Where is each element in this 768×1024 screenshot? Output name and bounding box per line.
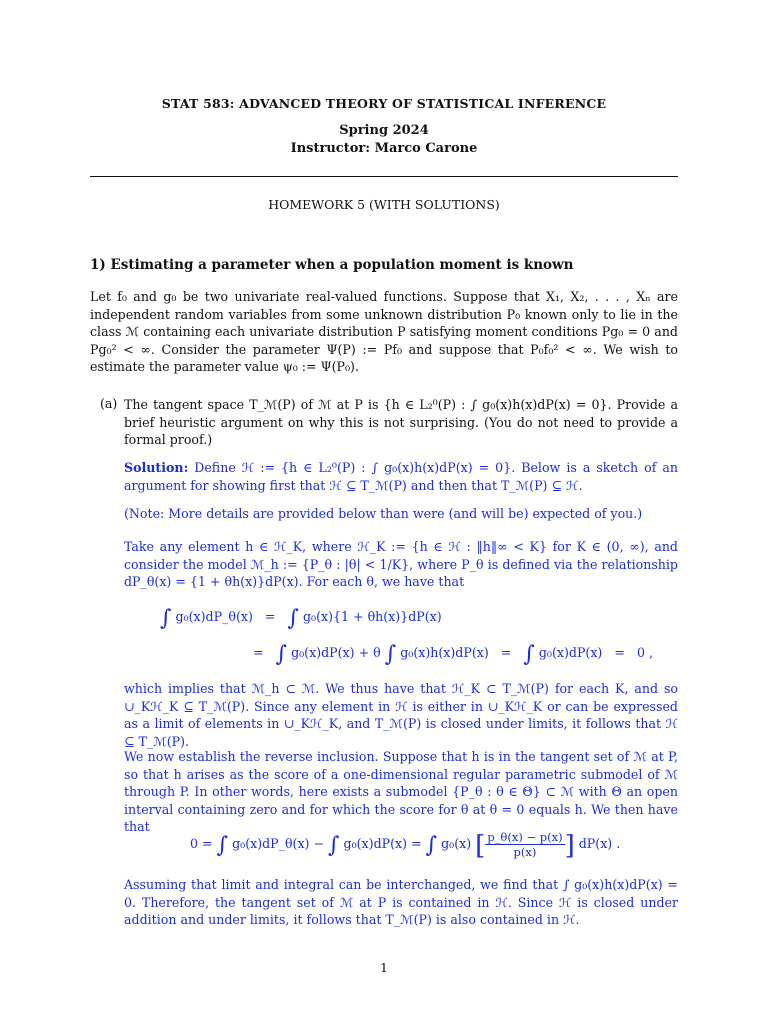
intro-paragraph: Let f₀ and g₀ be two univariate real-valued functions. Suppose that X₁, X₂, . . . , Xₙ are independent random variables from some unknown distribution P₀ known only to lie in the class ℳ containing each univariate distribution P satisfying moment conditions Pg₀ = 0 and Pg₀² < ∞. Consider the parameter Ψ(P) := Pf₀ and suppose that P₀f₀² < ∞. We wish to estimate the parameter value ψ₀ := Ψ(P₀).: [90, 289, 678, 375]
integral-sign: ∫: [328, 833, 340, 858]
eq1-term-a: g₀(x)dP(x) + θ: [291, 645, 381, 660]
integral-sign: ∫: [216, 833, 229, 858]
integral-sign: ∫: [275, 642, 288, 667]
paragraph-2: Take any element h ∈ ℋ_K, where ℋ_K := {h ∈ ℋ : ‖h‖∞ < K} for K ∈ (0, ∞), and consider the model ℳ_h := {P_θ : |θ| < 1/K}, where P_θ is defined via the relationship dP_θ(x) = {1 + θh(x)}dP(x). For each θ, we have that: [124, 539, 678, 590]
note: (Note: More details are provided below than were (and will be) expected of you.): [124, 506, 643, 521]
eq1-rhs: g₀(x){1 + θh(x)}dP(x): [302, 609, 442, 624]
eq2-end: dP(x) .: [578, 836, 621, 851]
integral-sign: ∫: [384, 642, 397, 667]
solution-label: Solution:: [124, 460, 189, 475]
term: Spring 2024: [339, 123, 429, 138]
eq2-term-b: g₀(x)dP(x) =: [343, 836, 422, 851]
page-number: 1: [380, 960, 388, 975]
eq2-zero: 0 =: [190, 836, 213, 851]
integral-sign: ∫: [523, 642, 535, 667]
eq1-term-c: g₀(x)dP(x): [538, 645, 603, 660]
equation-1-line-1: ∫ g₀(x)dP_θ(x) = ∫ g₀(x){1 + θh(x)}dP(x): [160, 606, 442, 631]
eq2-term-c: g₀(x): [441, 836, 472, 851]
fraction-denominator: p(x): [513, 845, 537, 859]
solution-text: Define ℋ := {h ∈ L₂⁰(P) : ∫ g₀(x)h(x)dP(x) = 0}. Below is a sketch of an argument for showing first that ℋ ⊆ T_ℳ(P) and then that T_ℳ(P) ⊆ ℋ.: [124, 460, 678, 493]
right-bracket: ]: [564, 831, 575, 861]
eq1-term-b: g₀(x)h(x)dP(x): [400, 645, 489, 660]
fraction-numerator: p_θ(x) − p(x): [487, 830, 563, 844]
eq1-lhs: g₀(x)dP_θ(x): [175, 609, 253, 624]
section-heading: 1) Estimating a parameter when a population moment is known: [90, 257, 574, 273]
equation-2: [190, 830, 620, 861]
part-a-question: The tangent space T_ℳ(P) of ℳ at P is {h ∈ L₂⁰(P) : ∫ g₀(x)h(x)dP(x) = 0}. Provide a brief heuristic argument on why this is not surprising. (You do not need to provide a formal proof.): [124, 397, 678, 448]
paragraph-4: We now establish the reverse inclusion. Suppose that h is in the tangent set of ℳ at P, so that h arises as the score of a one-dimensional regular parametric submodel of ℳ through P. In other words, here exists a submodel {P_θ : θ ∈ Θ} ⊂ ℳ with Θ an open interval containing zero and for which the score for θ at θ = 0 equals h. We then have that: [124, 749, 678, 835]
paragraph-3: which implies that ℳ_h ⊂ ℳ. We thus have that ℋ_K ⊂ T_ℳ(P) for each K, and so ∪_Kℋ_K ⊆ T_ℳ(P). Since any element in ℋ is either in ∪_Kℋ_K or can be expressed as a limit of elements in ∪_Kℋ_K, and T_ℳ(P) is closed under limits, it follows that ℋ ⊆ T_ℳ(P).: [124, 681, 678, 749]
paragraph-5: Assuming that limit and integral can be interchanged, we find that ∫ g₀(x)h(x)dP(x) = 0. Therefore, the tangent set of ℳ at P is contained in ℋ. Since ℋ is closed under addition and under limits, it follows that T_ℳ(P) is also contained in ℋ.: [124, 877, 678, 928]
eq2-term-a: g₀(x)dP_θ(x) −: [232, 836, 325, 851]
eq1-zero: 0 ,: [636, 645, 653, 660]
left-bracket: [: [475, 831, 486, 861]
course-title: STAT 583: ADVANCED THEORY OF STATISTICAL INFERENCE: [161, 96, 607, 111]
equation-1-line-2: = ∫ g₀(x)dP(x) + θ ∫ g₀(x)h(x)dP(x) = ∫ g₀(x)dP(x) = 0 ,: [253, 642, 653, 667]
integral-sign: ∫: [287, 606, 299, 631]
integral-sign: ∫: [160, 606, 172, 631]
document-page: [90, 0, 678, 1024]
part-a-label: (a): [100, 396, 118, 411]
instructor: Instructor: Marco Carone: [290, 141, 478, 156]
header-divider: [90, 176, 678, 177]
integral-sign: ∫: [425, 833, 438, 858]
homework-title: HOMEWORK 5 (WITH SOLUTIONS): [268, 197, 500, 212]
solution-paragraph: [124, 459, 678, 494]
fraction: [485, 830, 564, 859]
